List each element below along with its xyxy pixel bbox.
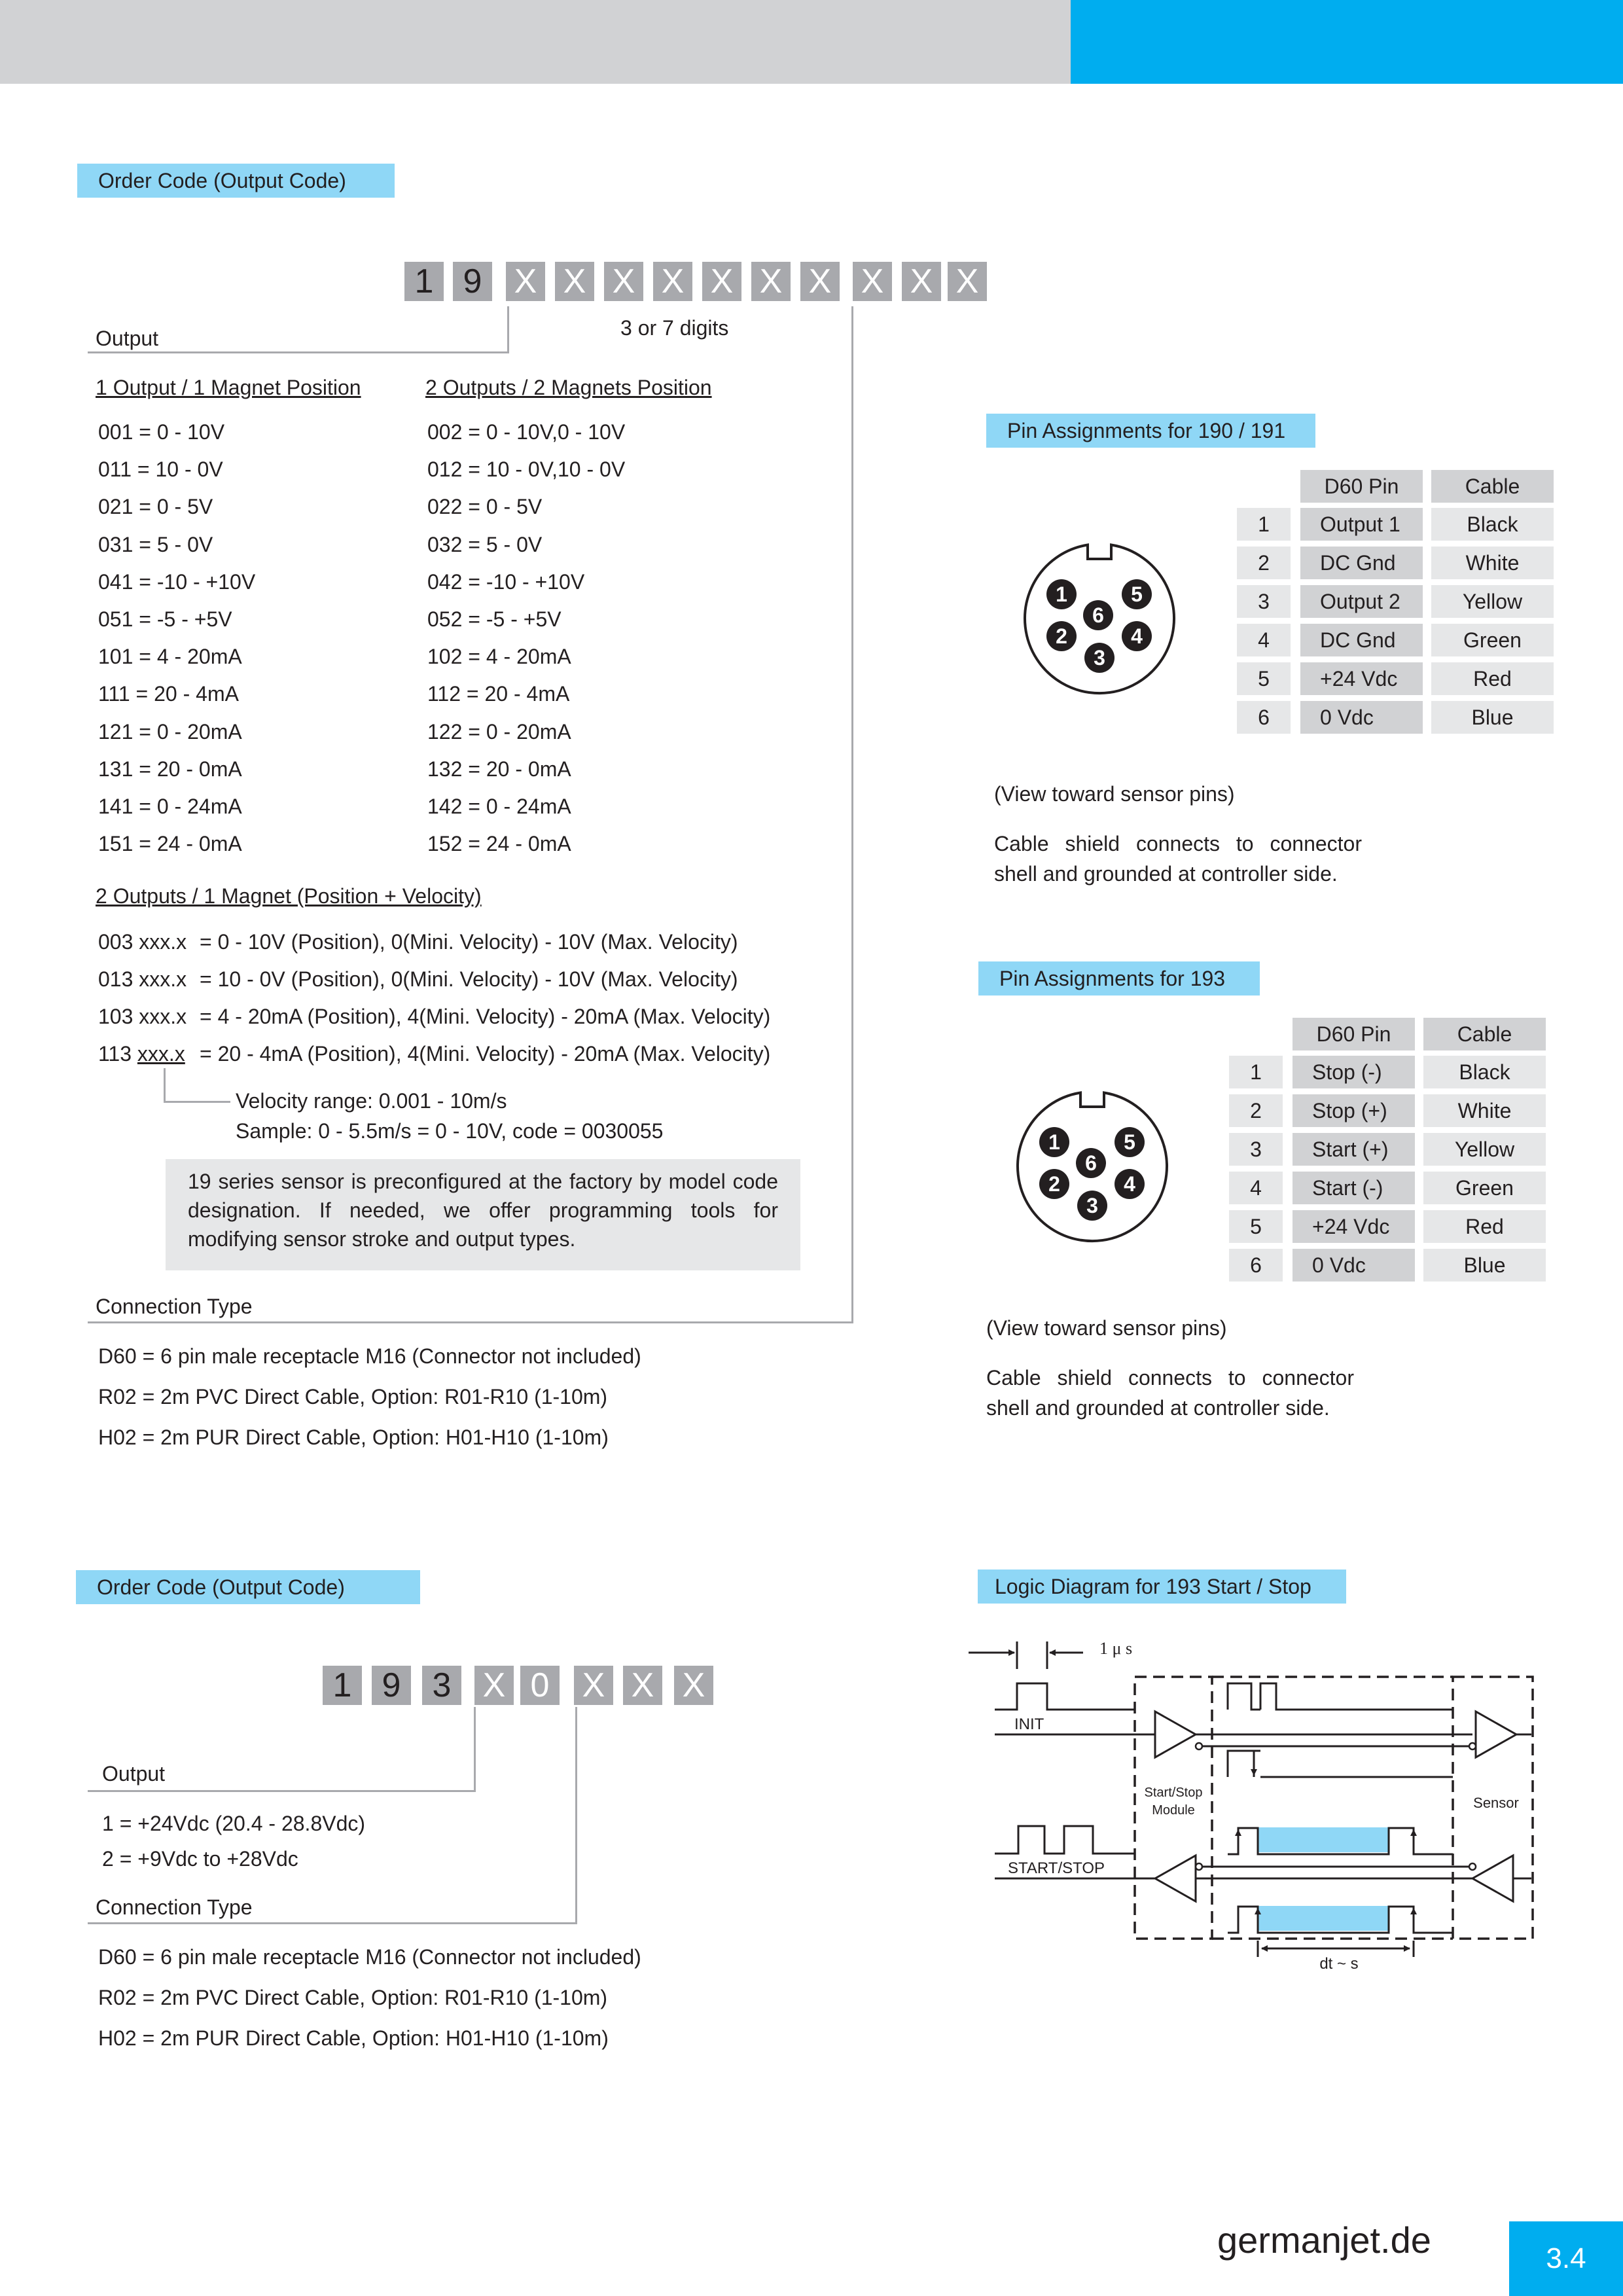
output-code-item: 111 = 20 - 4mA xyxy=(98,682,239,706)
connection2-label: Connection Type xyxy=(96,1895,253,1919)
cable-color: White xyxy=(1431,547,1554,579)
svg-text:3: 3 xyxy=(1094,646,1105,670)
code-box: X xyxy=(853,262,892,301)
code-box: X xyxy=(604,262,643,301)
pin-5 xyxy=(1122,579,1152,609)
order-code-label-2: Order Code (Output Code) xyxy=(76,1570,420,1604)
pin-2 xyxy=(1046,621,1077,651)
output-code-item: 001 = 0 - 10V xyxy=(98,420,225,444)
code-box: 9 xyxy=(453,262,492,301)
logic-label: Logic Diagram for 193 Start / Stop xyxy=(978,1570,1346,1604)
pin-signal: Output 1 xyxy=(1300,508,1423,541)
output-code-item: 132 = 20 - 0mA xyxy=(427,757,571,781)
output2-bracket-v xyxy=(474,1707,476,1792)
pin-number: 1 xyxy=(1237,508,1291,541)
pin-signal: Start (+) xyxy=(1293,1133,1415,1166)
pin-5 xyxy=(1115,1127,1145,1157)
pin-number: 3 xyxy=(1229,1133,1283,1166)
output-code-item: 031 = 5 - 0V xyxy=(98,532,213,556)
pin-1 xyxy=(1046,579,1077,609)
pin-number: 1 xyxy=(1229,1056,1283,1088)
svg-text:3: 3 xyxy=(1086,1194,1098,1217)
code-box: X xyxy=(653,262,692,301)
cable-color: Blue xyxy=(1423,1249,1546,1282)
output2-item: 1 = +24Vdc (20.4 - 28.8Vdc) xyxy=(102,1812,366,1835)
cable-color: Green xyxy=(1431,624,1554,656)
pin-number: 2 xyxy=(1229,1094,1283,1127)
svg-text:6: 6 xyxy=(1085,1151,1097,1175)
pin-signal: Start (-) xyxy=(1293,1172,1415,1204)
output-code-item: 102 = 4 - 20mA xyxy=(427,645,571,669)
code-box: 0 xyxy=(520,1666,560,1705)
digits-note: 3 or 7 digits xyxy=(620,316,729,340)
cable-color: White xyxy=(1423,1094,1546,1127)
svg-text:1: 1 xyxy=(1048,1130,1060,1154)
connection2-item: D60 = 6 pin male receptacle M16 (Connector not included) xyxy=(98,1945,641,1969)
output-code-item: 152 = 24 - 0mA xyxy=(427,832,571,856)
output-code-item: 021 = 0 - 5V xyxy=(98,495,213,519)
code-box: X xyxy=(800,262,840,301)
pin-number: 3 xyxy=(1237,585,1291,618)
svg-text:INIT: INIT xyxy=(1014,1715,1044,1733)
pin-3 xyxy=(1077,1191,1107,1221)
col2-title: 2 Outputs / 2 Magnets Position xyxy=(425,376,712,399)
svg-text:Sensor: Sensor xyxy=(1473,1795,1519,1811)
pins193-label: Pin Assignments for 193 xyxy=(978,961,1260,996)
svg-text:4: 4 xyxy=(1124,1172,1135,1196)
pin-number: 5 xyxy=(1237,662,1291,695)
code-box: 9 xyxy=(372,1666,411,1705)
svg-text:Start/Stop: Start/Stop xyxy=(1144,1785,1203,1800)
pin-number: 6 xyxy=(1237,701,1291,734)
output-code-item: 002 = 0 - 10V,0 - 10V xyxy=(427,420,626,444)
code-box: X xyxy=(506,262,545,301)
output-code-item: 022 = 0 - 5V xyxy=(427,495,543,519)
cable-color: Yellow xyxy=(1431,585,1554,618)
code-box: X xyxy=(902,262,941,301)
cable-color: Black xyxy=(1423,1056,1546,1088)
pin-6 xyxy=(1076,1148,1106,1178)
pin-4 xyxy=(1115,1169,1145,1199)
pins190-view-note: (View toward sensor pins) xyxy=(994,782,1235,806)
pin-number: 5 xyxy=(1229,1210,1283,1243)
output-code-item: 032 = 5 - 0V xyxy=(427,532,543,556)
header-cable: Cable xyxy=(1423,1018,1546,1050)
output-code-item: 122 = 0 - 20mA xyxy=(427,719,571,744)
output2-bracket-h xyxy=(88,1790,476,1792)
footer-site[interactable]: germanjet.de xyxy=(1217,2219,1431,2261)
output-bracket-h xyxy=(88,351,509,353)
velocity-row: 003 xxx.x = 0 - 10V (Position), 0(Mini. Velocity) - 10V (Max. Velocity) xyxy=(98,930,738,954)
pin-1 xyxy=(1039,1127,1069,1157)
output-code-item: 121 = 0 - 20mA xyxy=(98,719,242,744)
pin-number: 2 xyxy=(1237,547,1291,579)
output2-label: Output xyxy=(102,1762,166,1785)
svg-text:5: 5 xyxy=(1131,583,1143,606)
pin-signal: Stop (+) xyxy=(1293,1094,1415,1127)
velocity-bracket-v xyxy=(164,1068,166,1102)
connection2-item: H02 = 2m PUR Direct Cable, Option: H01-H10 (1-10m) xyxy=(98,2026,609,2050)
pin-signal: 0 Vdc xyxy=(1300,701,1423,734)
pins193-view-note: (View toward sensor pins) xyxy=(986,1316,1227,1340)
code-box: X xyxy=(474,1666,514,1705)
output-code-item: 112 = 20 - 4mA xyxy=(427,682,570,706)
header-bar-blue xyxy=(1071,0,1623,84)
code-box: X xyxy=(555,262,594,301)
timing-window-bottom xyxy=(1258,1906,1389,1931)
connection-bracket-v xyxy=(851,306,853,1323)
pins190-shield-note: Cable shield connects to connector shell and grounded at controller side. xyxy=(994,832,1362,886)
velocity-bracket-h xyxy=(164,1101,230,1103)
pin-3 xyxy=(1084,643,1115,673)
code-box: X xyxy=(574,1666,613,1705)
col1-title: 1 Output / 1 Magnet Position xyxy=(96,376,361,399)
svg-text:Module: Module xyxy=(1152,1803,1195,1818)
pin-signal: +24 Vdc xyxy=(1293,1210,1415,1243)
connection2-item: R02 = 2m PVC Direct Cable, Option: R01-R10 (1-10m) xyxy=(98,1986,608,2009)
output-code-item: 142 = 0 - 24mA xyxy=(427,795,571,818)
output-code-item: 041 = -10 - +10V xyxy=(98,569,256,594)
header-cable: Cable xyxy=(1431,470,1554,503)
cable-color: Blue xyxy=(1431,701,1554,734)
svg-text:5: 5 xyxy=(1124,1130,1135,1154)
velocity-range: Velocity range: 0.001 - 10m/s xyxy=(236,1089,507,1113)
output-code-item: 131 = 20 - 0mA xyxy=(98,757,242,781)
output-code-item: 052 = -5 - +5V xyxy=(427,607,562,631)
pin-signal: Stop (-) xyxy=(1293,1056,1415,1088)
connection-item: H02 = 2m PUR Direct Cable, Option: H01-H10 (1-10m) xyxy=(98,1426,609,1449)
output-code-item: 151 = 24 - 0mA xyxy=(98,832,242,856)
pin-number: 6 xyxy=(1229,1249,1283,1282)
pin-signal: 0 Vdc xyxy=(1293,1249,1415,1282)
pins193-shield-note: Cable shield connects to connector shell and grounded at controller side. xyxy=(986,1366,1354,1420)
connection-label: Connection Type xyxy=(96,1295,253,1318)
velocity-row: 113 xxx.x = 20 - 4mA (Position), 4(Mini. Velocity) - 20mA (Max. Velocity) xyxy=(98,1042,771,1066)
output2-item: 2 = +9Vdc to +28Vdc xyxy=(102,1847,298,1871)
code-box: 1 xyxy=(404,262,444,301)
pins190-label: Pin Assignments for 190 / 191 xyxy=(986,414,1315,448)
timing-window-top xyxy=(1258,1827,1389,1852)
svg-text:4: 4 xyxy=(1131,624,1143,648)
svg-text:2: 2 xyxy=(1048,1172,1060,1196)
connector-193-diagram xyxy=(1014,1086,1171,1246)
code-box: X xyxy=(623,1666,662,1705)
code-box: X xyxy=(702,262,741,301)
cable-color: Black xyxy=(1431,508,1554,541)
output-code-item: 141 = 0 - 24mA xyxy=(98,795,242,818)
order-code-label: Order Code (Output Code) xyxy=(77,164,395,198)
cable-color: Green xyxy=(1423,1172,1546,1204)
connection-item: R02 = 2m PVC Direct Cable, Option: R01-R10 (1-10m) xyxy=(98,1385,608,1408)
connection-bracket-h xyxy=(88,1321,853,1323)
velocity-row: 103 xxx.x = 4 - 20mA (Position), 4(Mini. Velocity) - 20mA (Max. Velocity) xyxy=(98,1005,771,1028)
header-pin: D60 Pin xyxy=(1300,470,1423,503)
pin-2 xyxy=(1039,1169,1069,1199)
connection2-bracket-v xyxy=(575,1707,577,1924)
cable-color: Red xyxy=(1431,662,1554,695)
code-box: 3 xyxy=(422,1666,461,1705)
pin-6 xyxy=(1083,600,1113,630)
pin-number: 4 xyxy=(1237,624,1291,656)
velocity-title: 2 Outputs / 1 Magnet (Position + Velocity) xyxy=(96,884,482,908)
code-box: X xyxy=(751,262,791,301)
code-box: X xyxy=(948,262,987,301)
svg-text:6: 6 xyxy=(1092,603,1104,627)
factory-note: 19 series sensor is preconfigured at the factory by model code designation. If needed, we offer programming tools for modifying sensor stroke and output types. xyxy=(166,1159,800,1270)
pin-number: 4 xyxy=(1229,1172,1283,1204)
cable-color: Yellow xyxy=(1423,1133,1546,1166)
output-label: Output xyxy=(96,327,159,350)
output-code-item: 101 = 4 - 20mA xyxy=(98,645,242,669)
connection2-bracket-h xyxy=(88,1922,577,1924)
header-bar-gray xyxy=(0,0,1071,84)
connection-item: D60 = 6 pin male receptacle M16 (Connector not included) xyxy=(98,1344,641,1368)
pin-4 xyxy=(1122,621,1152,651)
logic-diagram xyxy=(969,1630,1544,1983)
svg-text:1 μ s: 1 μ s xyxy=(1099,1639,1133,1658)
pin-signal: Output 2 xyxy=(1300,585,1423,618)
velocity-row: 013 xxx.x = 10 - 0V (Position), 0(Mini. Velocity) - 10V (Max. Velocity) xyxy=(98,967,738,991)
output-bracket-v xyxy=(507,306,509,353)
output-code-item: 042 = -10 - +10V xyxy=(427,569,585,594)
svg-text:dt ~ s: dt ~ s xyxy=(1319,1955,1359,1973)
pin-signal: +24 Vdc xyxy=(1300,662,1423,695)
svg-text:START/STOP: START/STOP xyxy=(1008,1859,1105,1877)
connector-190-diagram xyxy=(1021,538,1178,698)
output-code-item: 051 = -5 - +5V xyxy=(98,607,232,631)
output-code-item: 011 = 10 - 0V xyxy=(98,457,223,482)
pin-signal: DC Gnd xyxy=(1300,547,1423,579)
header-pin: D60 Pin xyxy=(1293,1018,1415,1050)
code-box: 1 xyxy=(323,1666,362,1705)
velocity-sample: Sample: 0 - 5.5m/s = 0 - 10V, code = 0030055 xyxy=(236,1119,664,1143)
page-number: 3.4 xyxy=(1509,2221,1623,2296)
code-box: X xyxy=(674,1666,713,1705)
svg-text:2: 2 xyxy=(1056,624,1067,648)
pin-signal: DC Gnd xyxy=(1300,624,1423,656)
cable-color: Red xyxy=(1423,1210,1546,1243)
output-code-item: 012 = 10 - 0V,10 - 0V xyxy=(427,457,626,482)
svg-text:1: 1 xyxy=(1056,583,1067,606)
